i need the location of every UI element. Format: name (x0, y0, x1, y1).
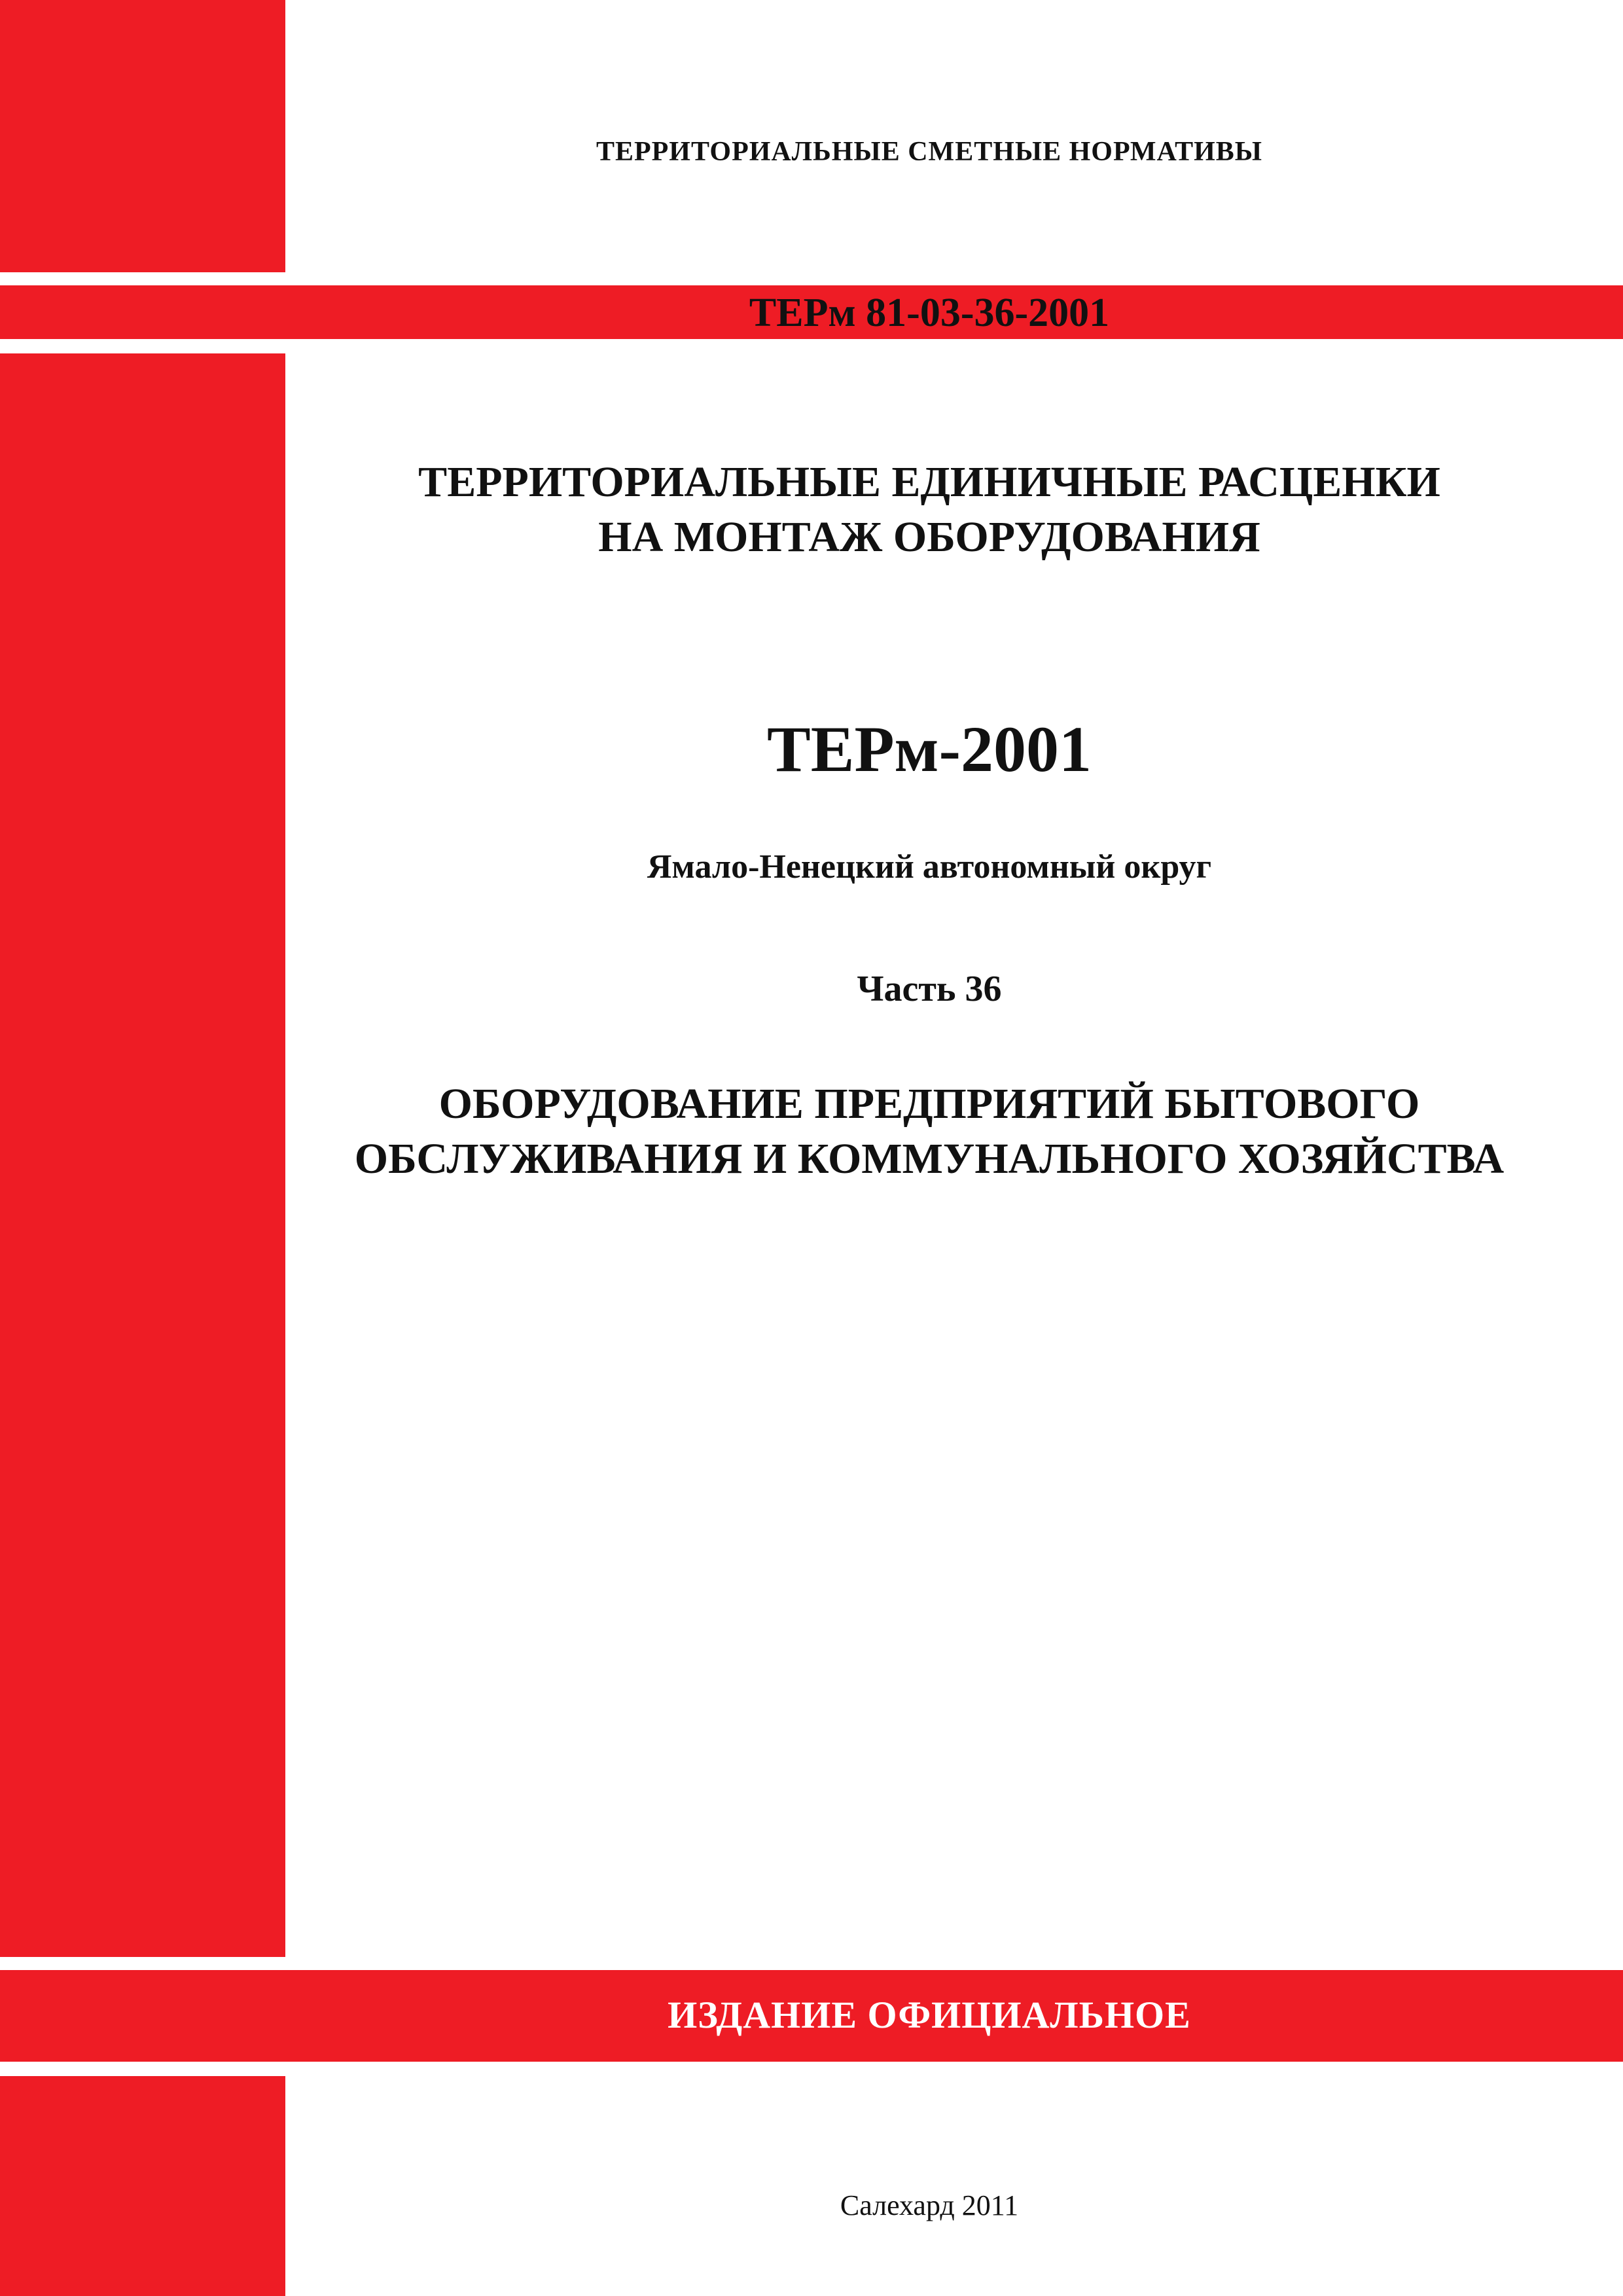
region: Ямало-Ненецкий автономный округ (647, 848, 1212, 886)
document-code: ТЕРм 81-03-36-2001 (749, 291, 1110, 335)
part-number: Часть 36 (857, 969, 1002, 1009)
series-title: ТЕРРИТОРИАЛЬНЫЕ СМЕТНЫЕ НОРМАТИВЫ (596, 137, 1263, 167)
red-left-block-bottom (0, 2076, 285, 2296)
part-subject (288, 1077, 1571, 1187)
short-code: ТЕРм-2001 (767, 713, 1092, 785)
red-left-bar (0, 353, 285, 1957)
edition-label: ИЗДАНИЕ ОФИЦИАЛЬНОЕ (668, 1994, 1191, 2036)
part-subject-line-2: ОБСЛУЖИВАНИЯ И КОММУНАЛЬНОГО ХОЗЯЙСТВА (354, 1135, 1505, 1183)
red-left-block-top (0, 0, 285, 272)
place-year: Салехард 2011 (840, 2189, 1019, 2221)
main-title-line-2: НА МОНТАЖ ОБОРУДОВАНИЯ (598, 513, 1260, 561)
main-title-line-1: ТЕРРИТОРИАЛЬНЫЕ ЕДИНИЧНЫЕ РАСЦЕНКИ (418, 458, 1440, 506)
part-subject-line-1: ОБОРУДОВАНИЕ ПРЕДПРИЯТИЙ БЫТОВОГО (438, 1080, 1420, 1128)
main-title (288, 455, 1571, 565)
